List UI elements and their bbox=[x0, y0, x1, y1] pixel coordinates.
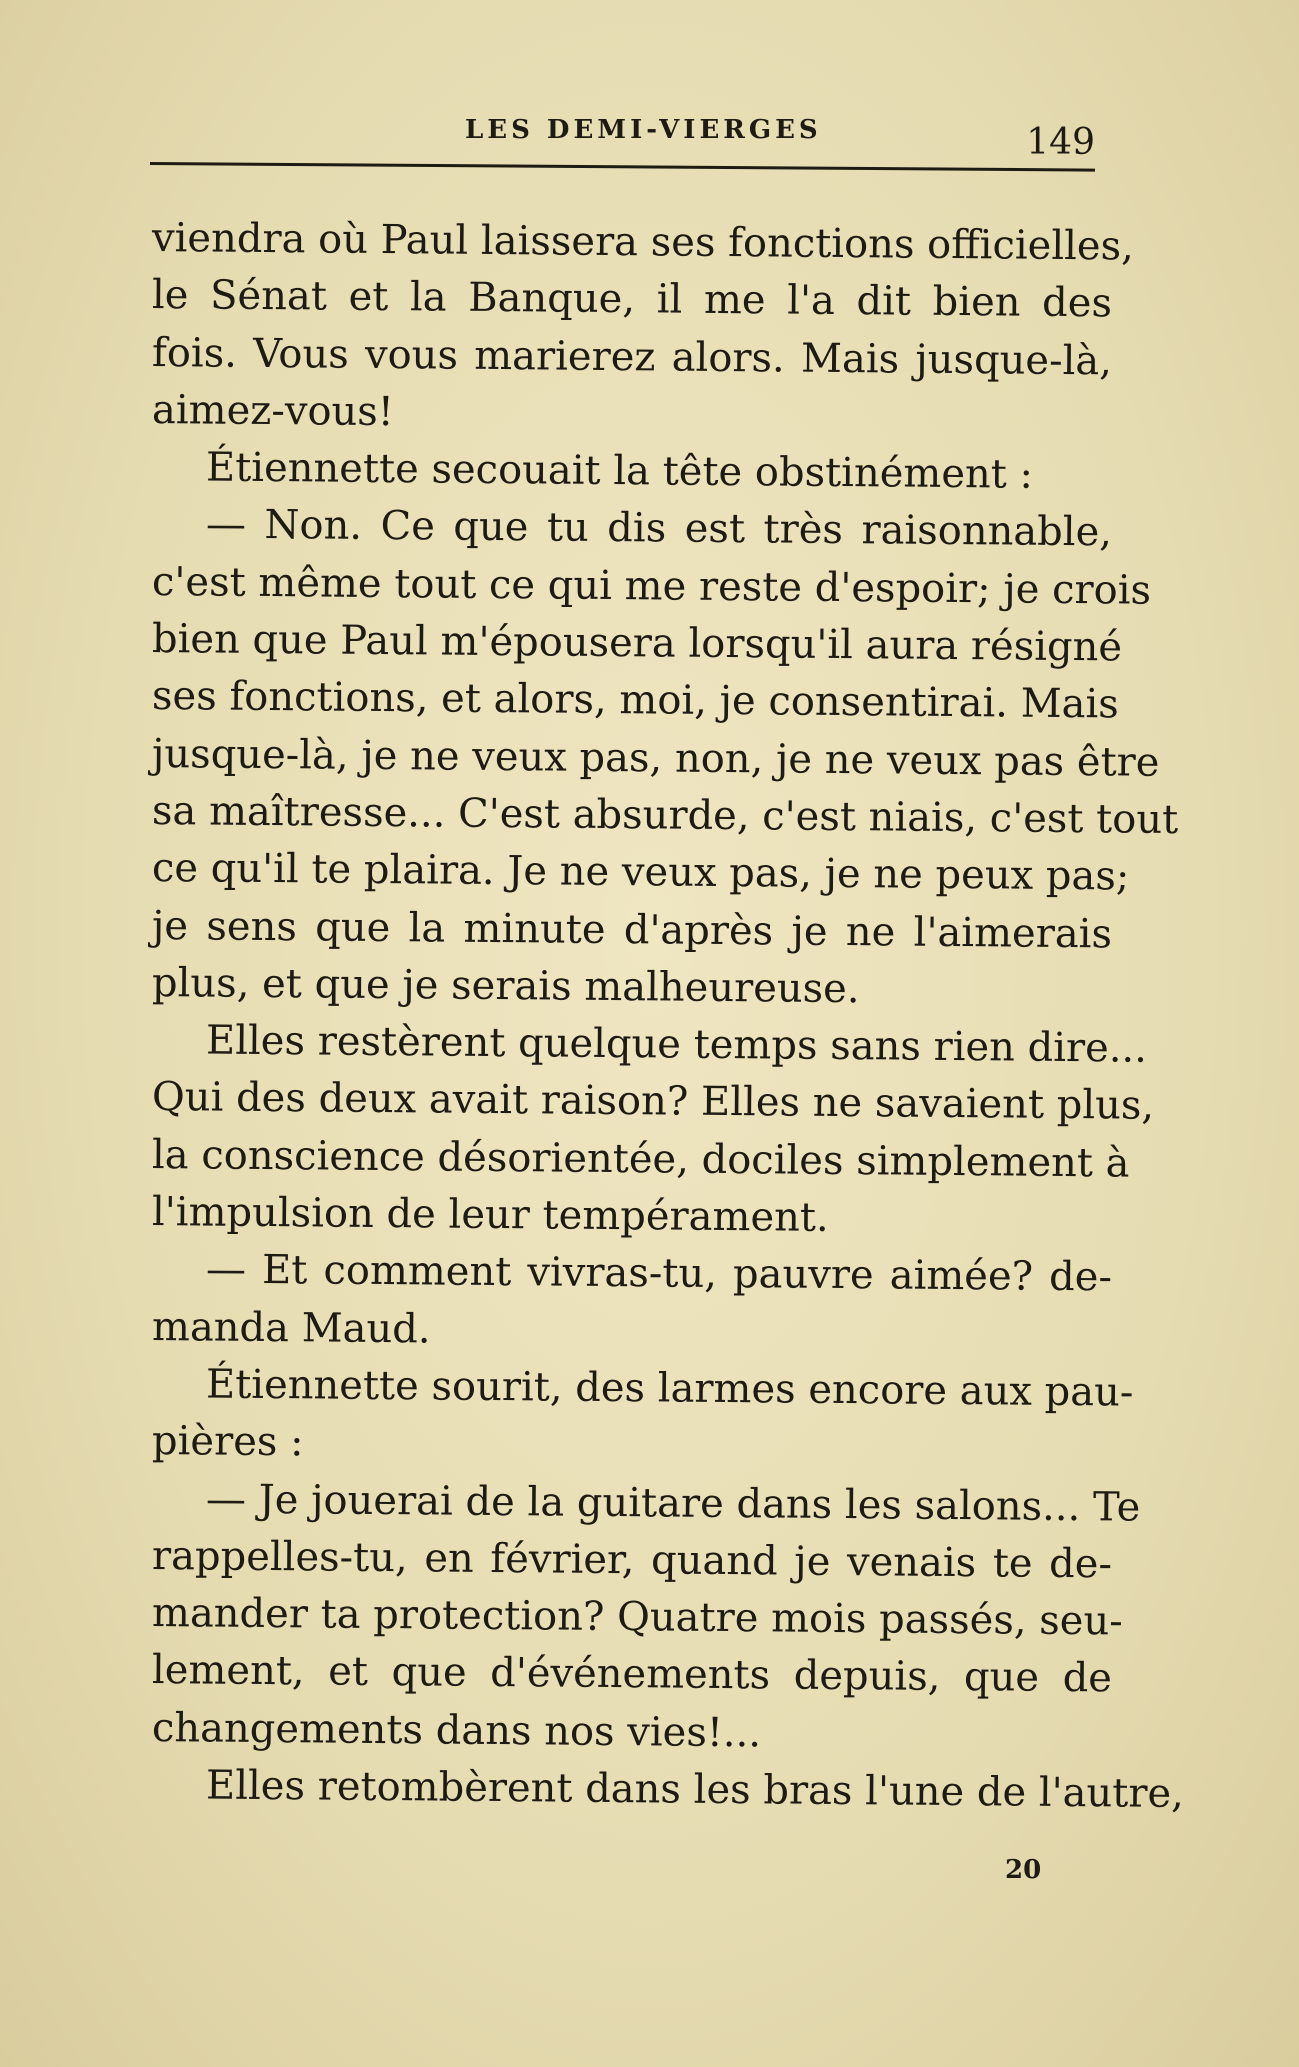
text-line: aimez-vous! bbox=[151, 386, 395, 436]
page-header bbox=[150, 100, 1100, 170]
text-line: je sens que la minute d'après je ne l'aimerais bbox=[151, 902, 1113, 957]
text-line: ce qu'il te plaira. Je ne veux pas, je ne peux pas; bbox=[151, 845, 1130, 900]
body-text bbox=[151, 210, 1185, 1818]
text-line: rappelles-tu, en février, quand je venais te de- bbox=[151, 1532, 1113, 1588]
text-line: — Et comment vivras-tu, pauvre aimée? de- bbox=[205, 1246, 1113, 1301]
text-line: l'impulsion de leur tempérament. bbox=[151, 1189, 829, 1241]
text-line: manda Maud. bbox=[151, 1303, 431, 1353]
signature-mark: 20 bbox=[1005, 1855, 1042, 1885]
text-line: jusque-là, je ne veux pas, non, je ne veux pas être bbox=[151, 730, 1160, 786]
text-line: changements dans nos vies!... bbox=[151, 1704, 762, 1757]
text-line: le Sénat et la Banque, il me l'a dit bien des bbox=[151, 272, 1113, 327]
text-line: Étiennette sourit, des larmes encore aux pau- bbox=[205, 1361, 1134, 1416]
text-line: Elles retombèrent dans les bras l'une de l'autre, bbox=[205, 1762, 1185, 1818]
text-line: sa maîtresse... C'est absurde, c'est niais, c'est tout bbox=[151, 787, 1179, 843]
text-line: la conscience désorientée, dociles simplement à bbox=[151, 1131, 1130, 1187]
text-line: lement, et que d'événements depuis, que de bbox=[151, 1647, 1113, 1702]
text-line: bien que Paul m'épousera lorsqu'il aura résigné bbox=[151, 616, 1123, 671]
text-line: Elles restèrent quelque temps sans rien dire... bbox=[205, 1017, 1148, 1072]
text-line: Étiennette secouait la tête obstinément : bbox=[205, 444, 1034, 498]
text-line: Qui des deux avait raison? Elles ne savaient plus, bbox=[151, 1074, 1155, 1130]
text-line: plus, et que je serais malheureuse. bbox=[151, 959, 860, 1013]
text-line: — Je jouerai de la guitare dans les salons... Te bbox=[205, 1476, 1141, 1531]
text-line: — Non. Ce que tu dis est très raisonnable, bbox=[205, 501, 1113, 556]
text-line: mander ta protection? Quatre mois passés, seu- bbox=[151, 1590, 1123, 1645]
text-line: ses fonctions, et alors, moi, je consentirai. Mais bbox=[151, 673, 1120, 728]
text-line: viendra où Paul laissera ses fonctions officielles, bbox=[151, 215, 1135, 270]
text-line: pières : bbox=[151, 1418, 304, 1466]
text-line: c'est même tout ce qui me reste d'espoir; je crois bbox=[151, 558, 1152, 614]
page-number: 149 bbox=[1026, 122, 1095, 163]
text-line: fois. Vous vous marierez alors. Mais jusque-là, bbox=[151, 329, 1113, 384]
running-title: LES DEMI-VIERGES bbox=[465, 115, 822, 145]
